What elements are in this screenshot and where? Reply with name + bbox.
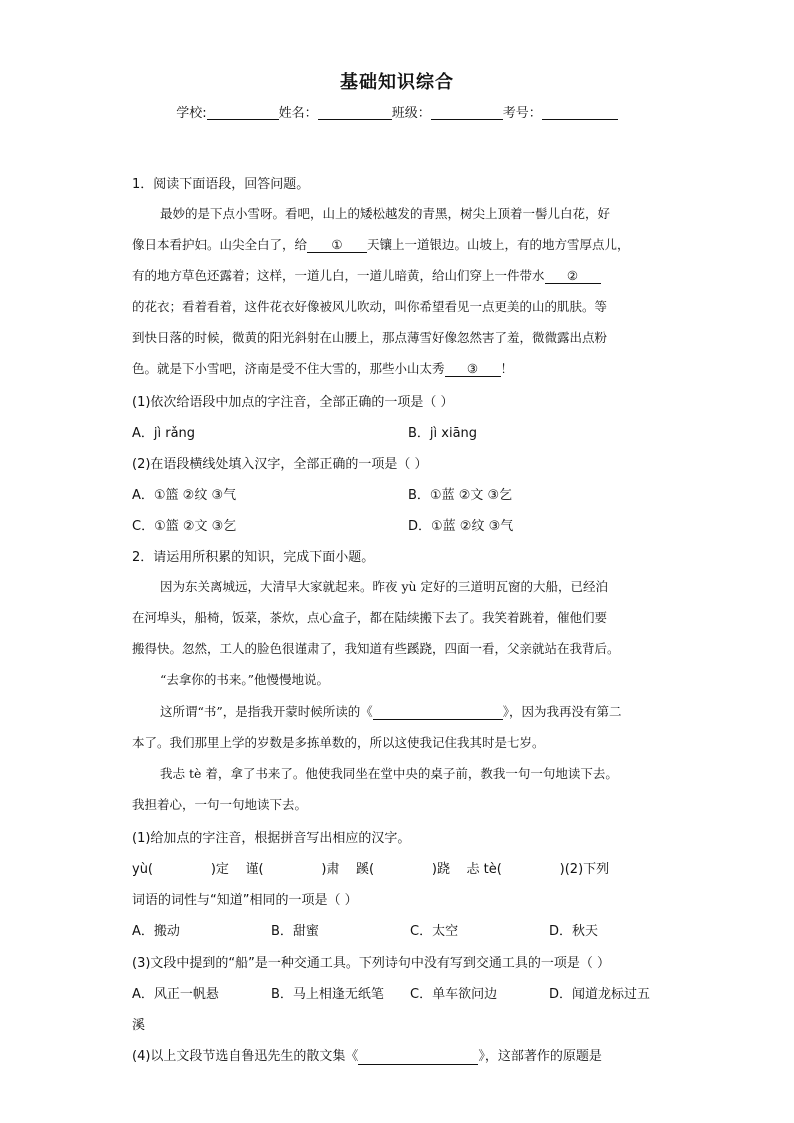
q1-passage-text: 像日本看护妇。山尖全白了，给 <box>132 237 308 252</box>
q1-passage-line: 最妙的是下点小雪呀。看吧，山上的矮松越发的青黑，树尖上顶着一髻儿白花，好 <box>160 206 611 221</box>
class-blank[interactable] <box>431 105 503 120</box>
question-1-stem: 1．阅读下面语段，回答问题。 <box>132 177 310 192</box>
q2-sub2-option-d[interactable]: D．秋天 <box>549 924 599 939</box>
q1-passage-line <box>132 359 513 377</box>
blank-2: ② <box>545 268 601 284</box>
book-title-blank[interactable] <box>373 704 503 720</box>
q2-sub1: (1)给加点的字注音，根据拼音写出相应的汉字。 <box>132 831 411 846</box>
blank-1: ① <box>307 237 367 253</box>
class-label: 班级： <box>391 106 431 121</box>
q2-passage-text: 这所谓“书”，是指我开蒙时候所读的《 <box>160 704 373 719</box>
q2-sub2-option-c[interactable]: C．太空 <box>410 924 459 939</box>
q1-passage-line: 到快日落的时候，微黄的阳光斜射在山腰上，那点薄雪好像忽然害了羞，微微露出点粉 <box>132 330 608 345</box>
question-2-stem: 2．请运用所积累的知识，完成下面小题。 <box>132 550 375 565</box>
q1-sub2-option-a[interactable]: A．①篮 ②纹 ③气 <box>132 488 237 503</box>
q2-passage-text: 》，因为我再没有第二 <box>502 704 622 719</box>
q1-sub1: (1)依次给语段中加点的字注音，全部正确的一项是（ ） <box>132 395 454 410</box>
q1-sub2-option-b[interactable]: B．①蓝 ②文 ③乞 <box>408 488 513 503</box>
q2-sub4 <box>132 1045 602 1065</box>
collection-title-blank[interactable] <box>358 1049 478 1065</box>
q2-passage-line: 因为东关离城远，大清早大家就起来。昨夜 yù 定好的三道明瓦窗的大船，已经泊 <box>160 579 609 594</box>
q1-sub2: (2)在语段横线处填入汉字，全部正确的一项是（ ） <box>132 457 428 472</box>
q2-sub3-option-c[interactable]: C．单车欲问边 <box>410 987 498 1002</box>
q2-sub3-option-b[interactable]: B．马上相逢无纸笔 <box>271 987 384 1002</box>
q1-passage-text: ！ <box>500 361 514 376</box>
q1-passage-line <box>132 266 601 284</box>
q1-passage-text: 有的地方草色还露着；这样，一道儿白，一道儿暗黄，给山们穿上一件带水 <box>132 268 545 283</box>
q1-sub2-option-d[interactable]: D．①蓝 ②纹 ③气 <box>408 519 514 534</box>
student-info-line <box>0 102 794 121</box>
name-label: 姓名： <box>278 106 318 121</box>
q2-sub3: (3)文段中提到的“船”是一种交通工具。下列诗句中没有写到交通工具的一项是（ ） <box>132 956 611 971</box>
exam-no-label: 考号： <box>502 106 542 121</box>
blank-3: ③ <box>445 361 501 377</box>
q2-passage-line: 在河埠头，船椅，饭菜，茶炊，点心盒子，都在陆续搬下去了。我笑着跳着，催他们要 <box>132 610 608 625</box>
q2-passage-line: 我忐 tè 着，拿了书来了。他使我同坐在堂中央的桌子前，教我一句一句地读下去。 <box>160 766 618 781</box>
q2-passage-line: 搬得快。忽然，工人的脸色很谨肃了，我知道有些蹊跷，四面一看，父亲就站在我背后。 <box>132 641 620 656</box>
page-title: 基础知识综合 <box>340 72 454 93</box>
q2-passage-line <box>160 702 622 720</box>
q2-sub4-text: (4)以上文段节选自鲁迅先生的散文集《 <box>132 1049 359 1064</box>
school-blank[interactable] <box>207 105 279 120</box>
q1-sub2-option-c[interactable]: C．①篮 ②文 ③乞 <box>132 519 237 534</box>
q2-sub3-option-d[interactable]: D．闻道龙标过五 <box>549 987 651 1002</box>
q2-sub3-option-d-continued: 溪 <box>132 1018 146 1033</box>
q2-sub1-fill-line[interactable]: yù( )定 谨( )肃 蹊( )跷 忐 tè( )(2)下列 <box>132 862 610 877</box>
q1-sub1-option-b[interactable]: B．jì xiāng <box>408 426 478 441</box>
q1-passage-text: 天镶上一道银边。山坡上，有的地方雪厚点儿， <box>367 237 630 252</box>
q1-passage-text: 色。就是下小雪吧，济南是受不住大雪的，那些小山太秀 <box>132 361 445 376</box>
q2-sub3-option-a[interactable]: A．风正一帆悬 <box>132 987 219 1002</box>
q2-passage-line: 本了。我们那里上学的岁数是多拣单数的，所以这使我记住我其时是七岁。 <box>132 735 545 750</box>
q1-passage-line: 的花衣；看着看着，这件花衣好像被风儿吹动，叫你希望看见一点更美的山的肌肤。等 <box>132 299 608 314</box>
q1-sub1-option-a[interactable]: A．jì rǎng <box>132 426 196 441</box>
q2-passage-line: 我担着心，一句一句地读下去。 <box>132 797 308 812</box>
q2-sub2-option-a[interactable]: A．搬动 <box>132 924 180 939</box>
q2-sub2: 词语的词性与“知道”相同的一项是（ ） <box>132 893 358 908</box>
q2-sub2-option-b[interactable]: B．甜蜜 <box>271 924 319 939</box>
q1-passage-line <box>132 235 630 253</box>
name-blank[interactable] <box>318 105 392 120</box>
exam-no-blank[interactable] <box>542 105 618 120</box>
q2-passage-line: “去拿你的书来。”他慢慢地说。 <box>160 672 330 687</box>
q2-sub4-text: 》，这部著作的原题是 <box>478 1049 602 1064</box>
school-label: 学校: <box>176 106 207 121</box>
